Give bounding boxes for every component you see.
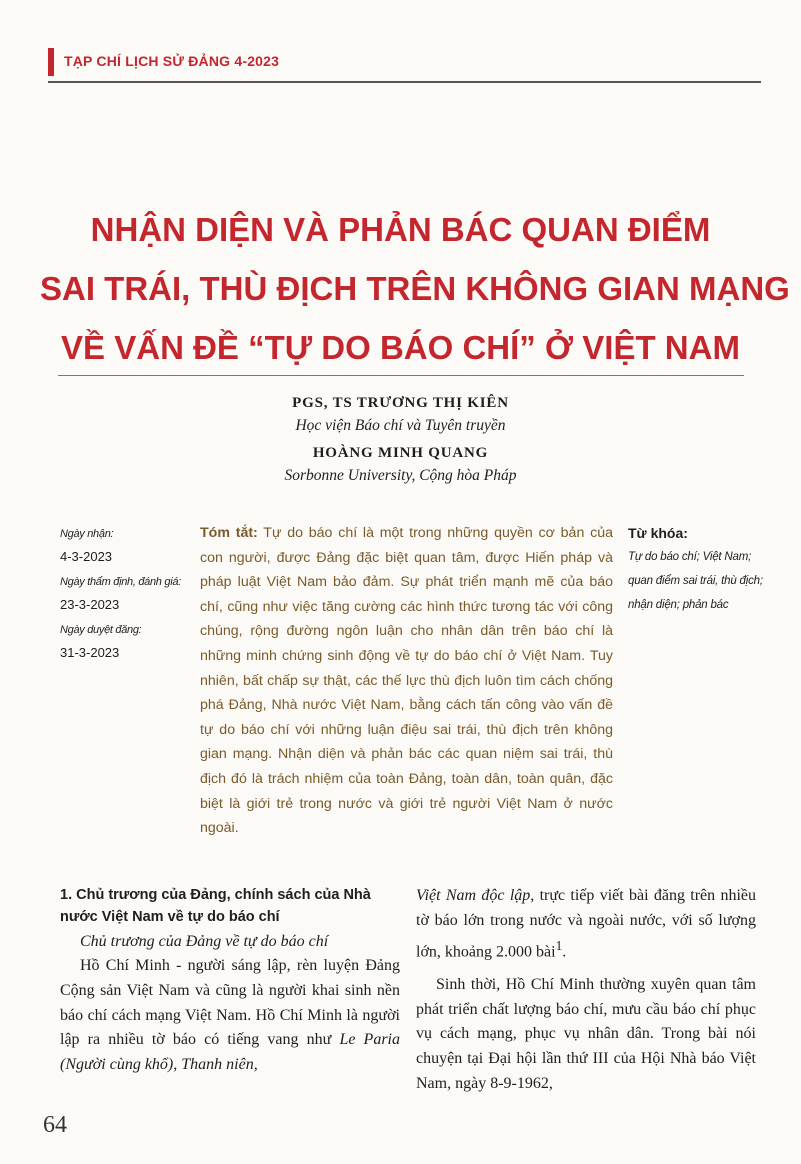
article-title (40, 200, 790, 377)
author-block (0, 388, 801, 488)
keywords-label: Từ khóa: (628, 525, 688, 541)
body-paragraph (60, 954, 400, 1078)
separator-text: , (173, 1056, 178, 1074)
received-label: Ngày nhận: (60, 528, 114, 540)
reviewed-label: Ngày thẩm định, đánh giá: (60, 576, 181, 588)
title-divider (58, 375, 744, 376)
author-name: PGS, TS TRƯƠNG THỊ KIÊN (292, 395, 509, 411)
abstract (200, 521, 613, 841)
running-header (48, 44, 761, 80)
received-date: 4-3-2023 (60, 549, 113, 564)
body-paragraph: Sinh thời, Hồ Chí Minh thường xuyên quan tâm phát triển chất lượng báo chí, mưu cầu báo chí phục vụ cách mạng, phục vụ nhân dân. Trong bài nói chuyện tại Đại hội lần thứ III của Hội Nhà báo Việt Nam, ngày 8-9-1962, (416, 975, 756, 1092)
keywords-text: Tự do báo chí; Việt Nam; quan điểm sai trái, thù địch; nhận diện; phản bác (628, 551, 763, 611)
newspaper-title: Le Paria (Người cùng khổ) (60, 1031, 400, 1074)
author-affiliation: Học viện Báo chí và Tuyên truyền (295, 417, 506, 434)
newspaper-title: Thanh niên, (181, 1056, 258, 1074)
approved-date: 31-3-2023 (60, 645, 120, 660)
page-number: 64 (43, 1112, 67, 1138)
abstract-label: Tóm tắt: (200, 525, 258, 541)
newspaper-title: Việt Nam độc lập (416, 887, 531, 904)
paragraph-end: . (562, 942, 567, 960)
footnote-marker: 1 (555, 937, 563, 953)
title-line-1: NHẬN DIỆN VÀ PHẢN BÁC QUAN ĐIỂM (90, 211, 711, 248)
article-dates (60, 523, 185, 667)
body-column-left (60, 884, 400, 1078)
author-name: HOÀNG MINH QUANG (312, 445, 489, 461)
paragraph-text: , trực tiếp viết bài đăng trên nhiều tờ báo lớn trong nước và ngoài nước, với số lượng lớn, khoảng 2.000 bài (416, 887, 756, 960)
approved-label: Ngày duyệt đăng: (60, 624, 142, 636)
header-divider (48, 81, 761, 83)
keywords (628, 521, 768, 617)
author-affiliation: Sorbonne University, Cộng hòa Pháp (284, 467, 517, 484)
subsection-heading: Chủ trương của Đảng về tự do báo chí (80, 933, 329, 950)
section-heading: 1. Chủ trương của Đảng, chính sách của Nhà nước Việt Nam về tự do báo chí (60, 887, 371, 925)
reviewed-date: 23-3-2023 (60, 597, 120, 612)
body-paragraph (416, 884, 756, 965)
title-line-2: SAI TRÁI, THÙ ĐỊCH TRÊN KHÔNG GIAN MẠNG (40, 270, 790, 307)
header-accent-bar (48, 48, 54, 76)
abstract-text: Tự do báo chí là một trong những quyền cơ bản của con người, được Đảng đặc biệt quan tâm, được Hiến pháp và pháp luật Việt Nam bảo đảm. Sự phát triển mạnh mẽ của báo chí, cũng như việc tăng cường các hình thức tương tác với công chúng, rộng đường ngôn luận cho nhân dân trên báo chí là những minh chứng sinh động về tự do báo chí ở Việt Nam. Tuy nhiên, bất chấp sự thật, các thế lực thù địch luôn tìm cách chống phá Đảng, Nhà nước Việt Nam, bằng cách tấn công vào vấn đề tự do báo chí với những luận điệu sai trái, thù địch trên không gian mạng. Nhận diện và phản bác các quan niệm sai trái, thù địch đó là trách nhiệm của toàn Đảng, toàn dân, toàn quân, đặc biệt là giới trẻ trong nước và giới trẻ người Việt Nam ở nước ngoài. (200, 525, 613, 837)
paragraph-text: Hồ Chí Minh - người sáng lập, rèn luyện Đảng Cộng sản Việt Nam và cũng là người khai sinh nền báo chí cách mạng Việt Nam. Hồ Chí Minh là người lập ra nhiều tờ báo có tiếng vang như (60, 957, 400, 1049)
body-column-right (416, 884, 756, 1097)
journal-name: TẠP CHÍ LỊCH SỬ ĐẢNG 4-2023 (64, 53, 280, 69)
title-line-3: VỀ VẤN ĐỀ “TỰ DO BÁO CHÍ” Ở VIỆT NAM (61, 329, 740, 366)
